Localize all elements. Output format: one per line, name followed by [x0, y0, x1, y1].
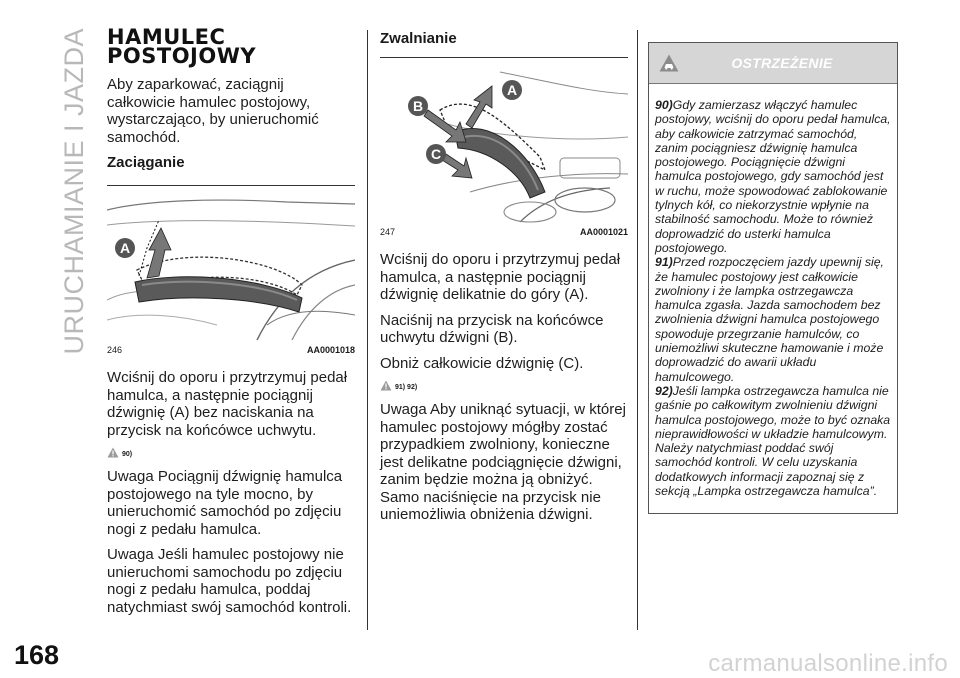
figure-caption-247: 247 AA0001021 [380, 227, 628, 237]
watermark: carmanualsonline.info [708, 650, 948, 677]
column-2 [380, 28, 628, 532]
engage-instruction: Wciśnij do oporu i przytrzymuj pedał hamulca, a następnie pociągnij dźwignię (A) bez naciskania na przycisk na końcówce uchwytu. [107, 369, 348, 439]
figure-247 [380, 62, 628, 224]
warning-triangle-icon [380, 380, 392, 391]
column-divider-2 [637, 30, 638, 630]
subheading-engage: Zaciąganie [107, 154, 185, 171]
release-step-1: Wciśnij do oporu i przytrzymuj pedał hamulca, a następnie pociągnij dźwignię delikatnie do góry (A). [380, 251, 621, 303]
release-note: Uwaga Aby uniknąć sytuacji, w której hamulec postojowy mógłby zostać przypadkiem zwolniony, konieczne jest delikatne podciągnięcie dźwigni, zanim będzie można ją obniżyć. Samo naciśnięcie na przycisk nie uniemożliwia obniżenia dźwigni. [380, 401, 626, 523]
svg-text:C: C [430, 146, 442, 162]
column-3 [648, 42, 898, 514]
svg-text:A: A [506, 82, 518, 98]
section-side-title: URUCHAMIANIE I JAZDA [58, 28, 89, 355]
svg-text:A: A [119, 240, 131, 256]
warning-reference-91-92: 91) 92) [380, 380, 628, 391]
column-divider-1 [367, 30, 368, 630]
section-heading: HAMULEC POSTOJOWY [107, 25, 257, 68]
figure-rule [380, 57, 628, 58]
page-number: 168 [14, 640, 60, 670]
warning-item-90: 90)Gdy zamierzasz włączyć hamulec postojowy, wciśnij do oporu pedał hamulca, aby całkowicie zatrzymać samochód, zanim pociągniesz dźwignię hamulca postojowego. Pociągnięcie dźwigni hamulca postojowego, gdy samochód jest w ruchu, może spowodować zablokowanie tylnych kół, co niekorzystnie wpłynie na stabilność samochodu. Może to również doprowadzić do usterki hamulca postojowego. [655, 98, 891, 255]
intro-paragraph: Aby zaparkować, zaciągnij całkowicie hamulec postojowy, wystarczająco, by unieruchomić samochód. [107, 76, 319, 146]
warning-box-body [649, 84, 897, 498]
warning-item-91: 91)Przed rozpoczęciem jazdy upewnij się, że hamulec postojowy jest całkowicie zwolniony i że lampka ostrzegawcza hamulca zgasła. Jazda samochodem bez zwolnienia dźwigni hamulca postojowego spowoduje przegrzanie hamulców, co uniemożliwi skuteczne hamowanie i może doprowadzić do awarii układu hamulcowego. [655, 255, 884, 384]
subheading-release: Zwalnianie [380, 30, 457, 47]
warning-reference-90: 90) [107, 447, 355, 458]
figure-rule [107, 185, 355, 186]
figure-caption-246: 246 AA0001018 [107, 345, 355, 355]
figure-246 [107, 190, 355, 342]
svg-text:B: B [412, 98, 424, 114]
column-1 [107, 25, 355, 624]
release-step-2: Naciśnij na przycisk na końcówce uchwytu dźwigni (B). [380, 311, 604, 346]
warning-box-title: OSTRZEŻENIE [731, 55, 833, 71]
warning-triangle-icon [107, 447, 119, 458]
note-paragraph-2: Uwaga Jeśli hamulec postojowy nie unieruchomi samochodu po zdjęciu nogi z pedału hamulca, poddaj natychmiast swój samochód kontroli. [107, 546, 352, 616]
release-step-3: Obniż całkowicie dźwignię (C). [380, 354, 584, 372]
warning-item-92: 92)Jeśli lampka ostrzegawcza hamulca nie gaśnie po całkowitym zwolnieniu dźwigni hamulca postojowego, może to być oznaka nieprawidłowości w układzie hamulcowym. Należy natychmiast poddać swój samochód kontroli. W celu uzyskania dodatkowych informacji zapoznaj się z sekcją „Lampka ostrzegawcza hamulca”. [655, 383, 891, 499]
note-paragraph-1: Uwaga Pociągnij dźwignię hamulca postojowego na tyle mocno, by unieruchomić samochód po zdjęciu nogi z pedału hamulca. [107, 468, 343, 538]
warning-box [648, 42, 898, 514]
warning-box-header [649, 43, 897, 84]
parking-brake-engage-illustration [107, 190, 355, 342]
parking-brake-release-illustration [380, 62, 628, 224]
